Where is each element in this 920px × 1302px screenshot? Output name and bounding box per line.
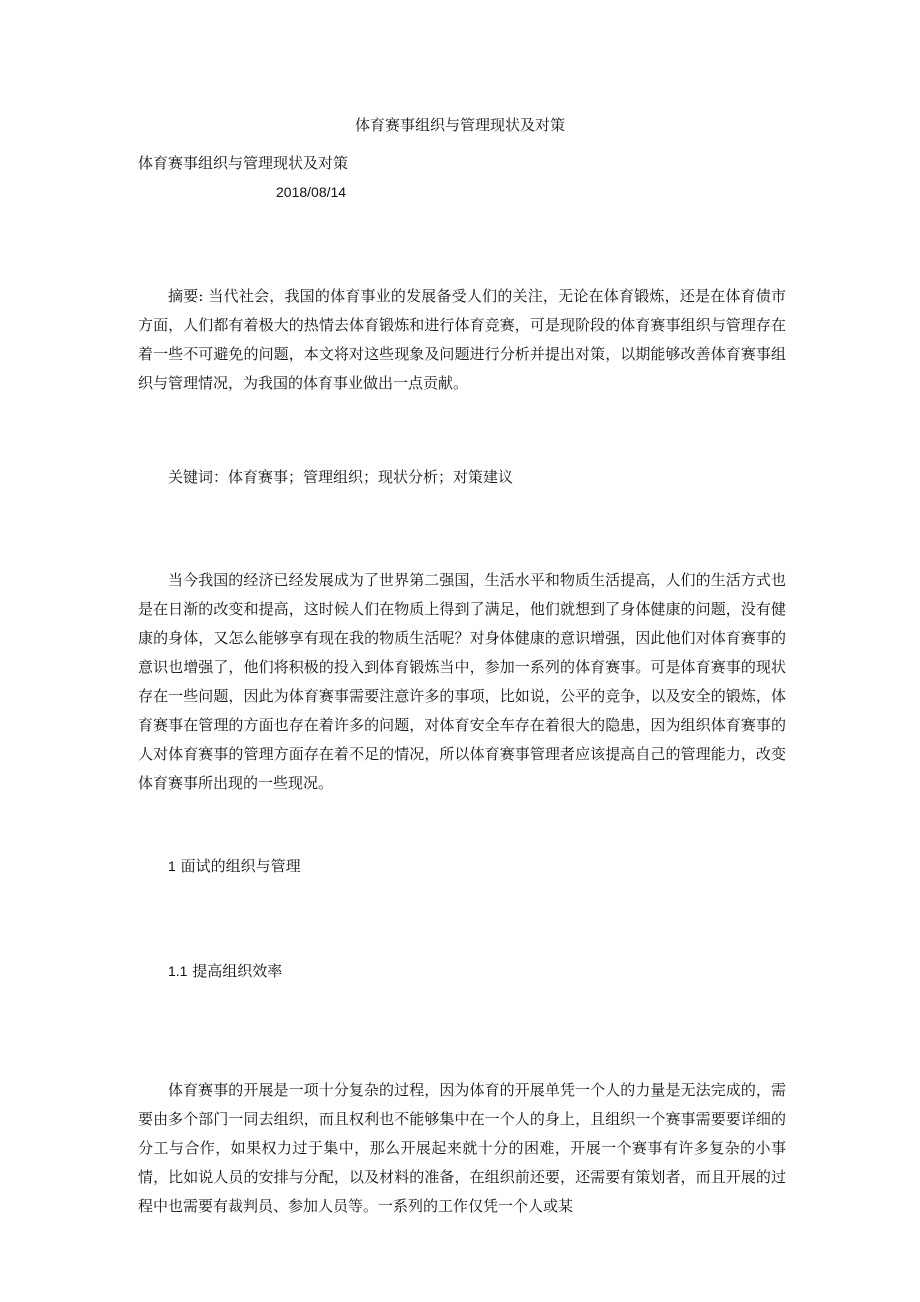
subsection-number: 1.1 bbox=[168, 963, 188, 979]
intro-paragraph: 当今我国的经济已经发展成为了世界第二强国，生活水平和物质生活提高，人们的生活方式也是在日渐的改变和提高，这时候人们在物质上得到了满足，他们就想到了身体健康的问题，没有健康的身体，又怎么能够享有现在我的物质生活呢？对身体健康的意识增强，因此他们对体育赛事的意识也增强了，他们将积极的投入到体育锻炼当中，参加一系列的体育赛事。可是体育赛事的现状存在一些问题，因此为体育赛事需要注意许多的事项，比如说，公平的竞争，以及安全的锻炼，体育赛事在管理的方面也存在着许多的问题，对体育安全车存在着很大的隐患，因为组织体育赛事的人对体育赛事的管理方面存在着不足的情况，所以体育赛事管理者应该提高自己的管理能力，改变体育赛事所出现的一些现况。 bbox=[138, 571, 786, 792]
section-number: 1 bbox=[168, 858, 176, 874]
body-paragraph: 体育赛事的开展是一项十分复杂的过程，因为体育的开展单凭一个人的力量是无法完成的，需要由多个部门一同去组织，而且权利也不能够集中在一个人的身上，且组织一个赛事需要要详细的分工与合作，如果权力过于集中，那么开展起来就十分的困难，开展一个赛事有许多复杂的小事情，比如说人员的安排与分配，以及材料的准备，在组织前还要，还需要有策划者，而且开展的过程中也需要有裁判员、参加人员等。一系列的工作仅凭一个人或某 bbox=[138, 1081, 786, 1215]
section-heading-1-1 bbox=[168, 960, 282, 982]
subsection-heading-text: 提高组织效率 bbox=[192, 962, 283, 980]
document-title: 体育赛事组织与管理现状及对策 bbox=[354, 116, 565, 134]
section-heading-text: 面试的组织与管理 bbox=[180, 857, 301, 875]
keywords-line: 关键词：体育赛事；管理组织；现状分析；对策建议 bbox=[168, 468, 514, 486]
abstract-paragraph: 摘要: 当代社会，我国的体育事业的发展备受人们的关注，无论在体育锻炼，还是在体育债市方面，人们都有着极大的热情去体育锻炼和进行体育竞赛，可是现阶段的体育赛事组织与管理存在着一些不可避免的问题，本文将对这些现象及问题进行分析并提出对策，以期能够改善体育赛事组织与管理情况，为我国的体育事业做出一点贡献。 bbox=[138, 287, 786, 392]
section-heading-1 bbox=[168, 855, 301, 877]
document-date: 2018/08/14 bbox=[276, 184, 347, 200]
document-subtitle: 体育赛事组织与管理现状及对策 bbox=[138, 154, 349, 172]
